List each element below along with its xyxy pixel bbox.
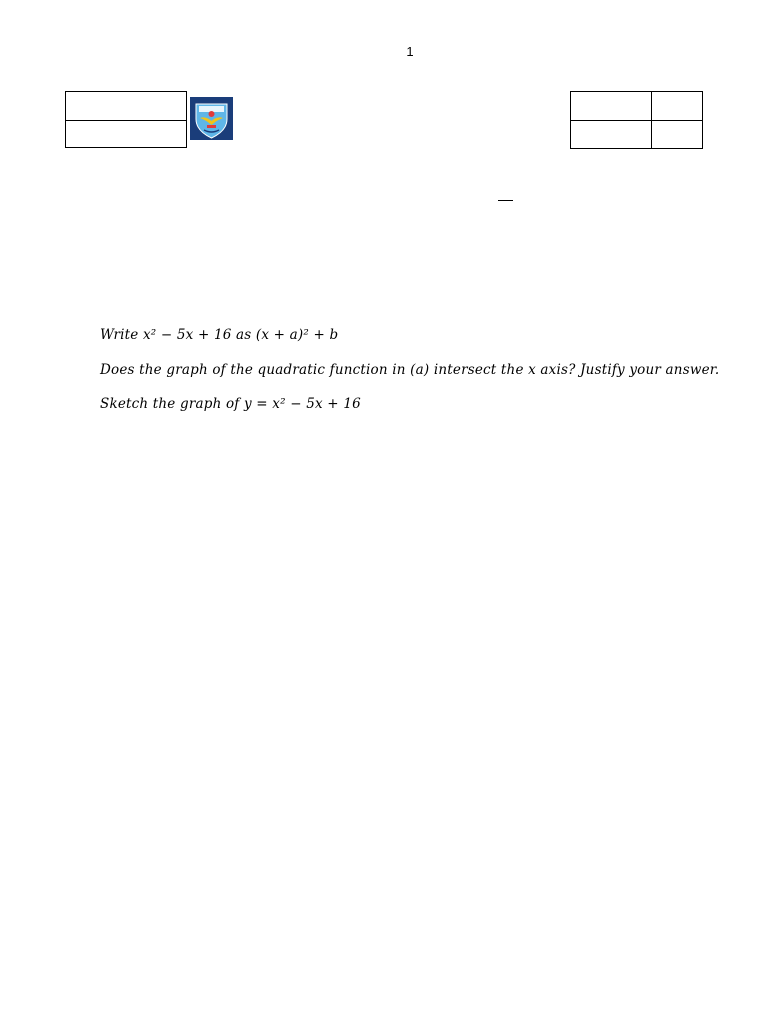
question-c: Sketch the graph of y = x² − 5x + 16 [100, 396, 361, 412]
school-crest-graphic [190, 97, 233, 140]
page-number: 1 [406, 44, 414, 59]
score-grid-column-divider [651, 92, 652, 148]
score-grid [570, 91, 703, 149]
score-grid-row-divider [571, 120, 702, 121]
separator-dash [498, 200, 513, 201]
question-b: Does the graph of the quadratic function in (a) intersect the x axis? Justify your answer. [100, 362, 720, 378]
question-a: Write x² − 5x + 16 as (x + a)² + b [100, 327, 339, 343]
name-box [65, 91, 187, 148]
name-box-divider [66, 120, 186, 121]
school-crest-icon [190, 97, 233, 140]
